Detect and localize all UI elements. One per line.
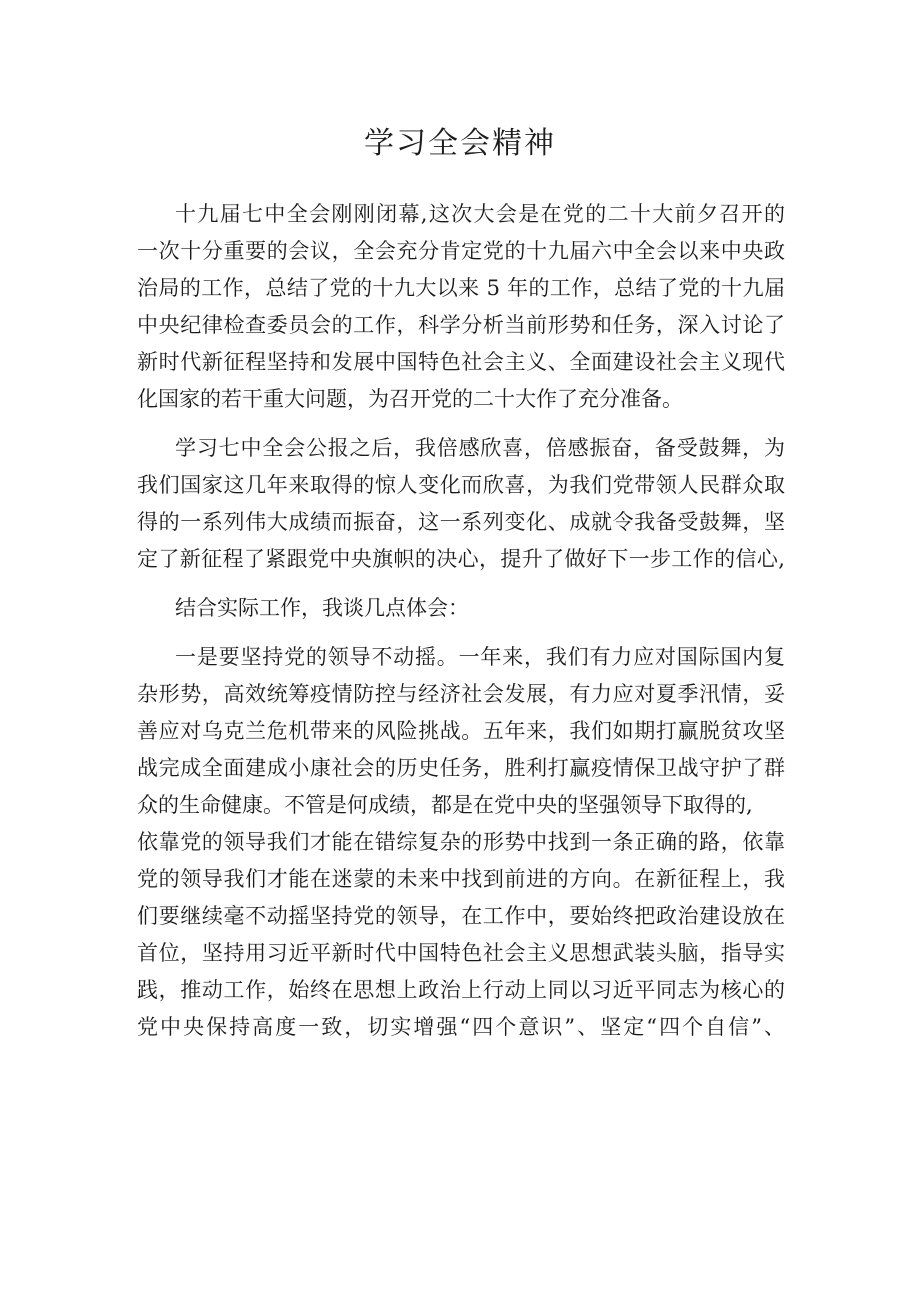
document-body <box>137 196 785 1046</box>
paragraph-line: 善应对乌克兰危机带来的风险挑战。五年来，我们如期打赢脱贫攻坚 <box>137 719 785 743</box>
paragraph-line: 治局的工作，总结了党的十九大以来 5 年的工作，总结了党的十九届 <box>137 276 785 300</box>
paragraph-line: 践，推动工作，始终在思想上政治上行动上同以习近平同志为核心的 <box>137 978 785 1002</box>
paragraph-line: 党中央保持高度一致，切实增强“四个意识”、坚定“四个自信”、 <box>137 1015 785 1039</box>
paragraph-point-one <box>137 639 785 1046</box>
paragraph-line: 十九届七中全会刚刚闭幕,这次大会是在党的二十大前夕召开的 <box>175 202 785 226</box>
paragraph-line: 中央纪律检查委员会的工作，科学分析当前形势和任务，深入讨论了 <box>137 313 785 337</box>
paragraph-feelings <box>137 430 785 578</box>
paragraph-line: 首位，坚持用习近平新时代中国特色社会主义思想武装头脑，指导实 <box>137 941 785 965</box>
paragraph-line: 战完成全面建成小康社会的历史任务，胜利打赢疫情保卫战守护了群 <box>137 756 785 780</box>
paragraph-line: 们要继续毫不动摇坚持党的领导，在工作中，要始终把政治建设放在 <box>137 904 785 928</box>
paragraph-line: 结合实际工作，我谈几点体会： <box>175 596 469 620</box>
paragraph-line: 新时代新征程坚持和发展中国特色社会主义、全面建设社会主义现代 <box>137 350 785 374</box>
paragraph-line: 学习七中全会公报之后，我倍感欣喜，倍感振奋，备受鼓舞，为 <box>175 436 785 460</box>
paragraph-line: 化国家的若干重大问题，为召开党的二十大作了充分准备。 <box>137 387 683 411</box>
paragraph-line: 党的领导我们才能在迷蒙的未来中找到前进的方向。在新征程上，我 <box>137 867 785 891</box>
paragraph-line: 定了新征程了紧跟党中央旗帜的决心，提升了做好下一步工作的信心, <box>137 547 785 571</box>
paragraph-line: 得的一系列伟大成绩而振奋，这一系列变化、成就令我备受鼓舞，坚 <box>137 510 785 534</box>
document-title: 学习全会精神 <box>364 126 556 161</box>
paragraph-intro <box>137 196 785 418</box>
paragraph-line: 一次十分重要的会议，全会充分肯定党的十九届六中全会以来中央政 <box>137 239 785 263</box>
paragraph-line: 众的生命健康。不管是何成绩，都是在党中央的坚强领导下取得的, <box>137 793 753 817</box>
paragraph-line: 杂形势，高效统筹疫情防控与经济社会发展，有力应对夏季汛情，妥 <box>137 682 785 706</box>
paragraph-line: 我们国家这几年来取得的惊人变化而欣喜，为我们党带领人民群众取 <box>137 473 785 497</box>
paragraph-line: 一是要坚持党的领导不动摇。一年来，我们有力应对国际国内复 <box>175 645 785 669</box>
paragraph-transition <box>137 590 785 627</box>
paragraph-line: 依靠党的领导我们才能在错综复杂的形势中找到一条正确的路，依靠 <box>137 830 785 854</box>
